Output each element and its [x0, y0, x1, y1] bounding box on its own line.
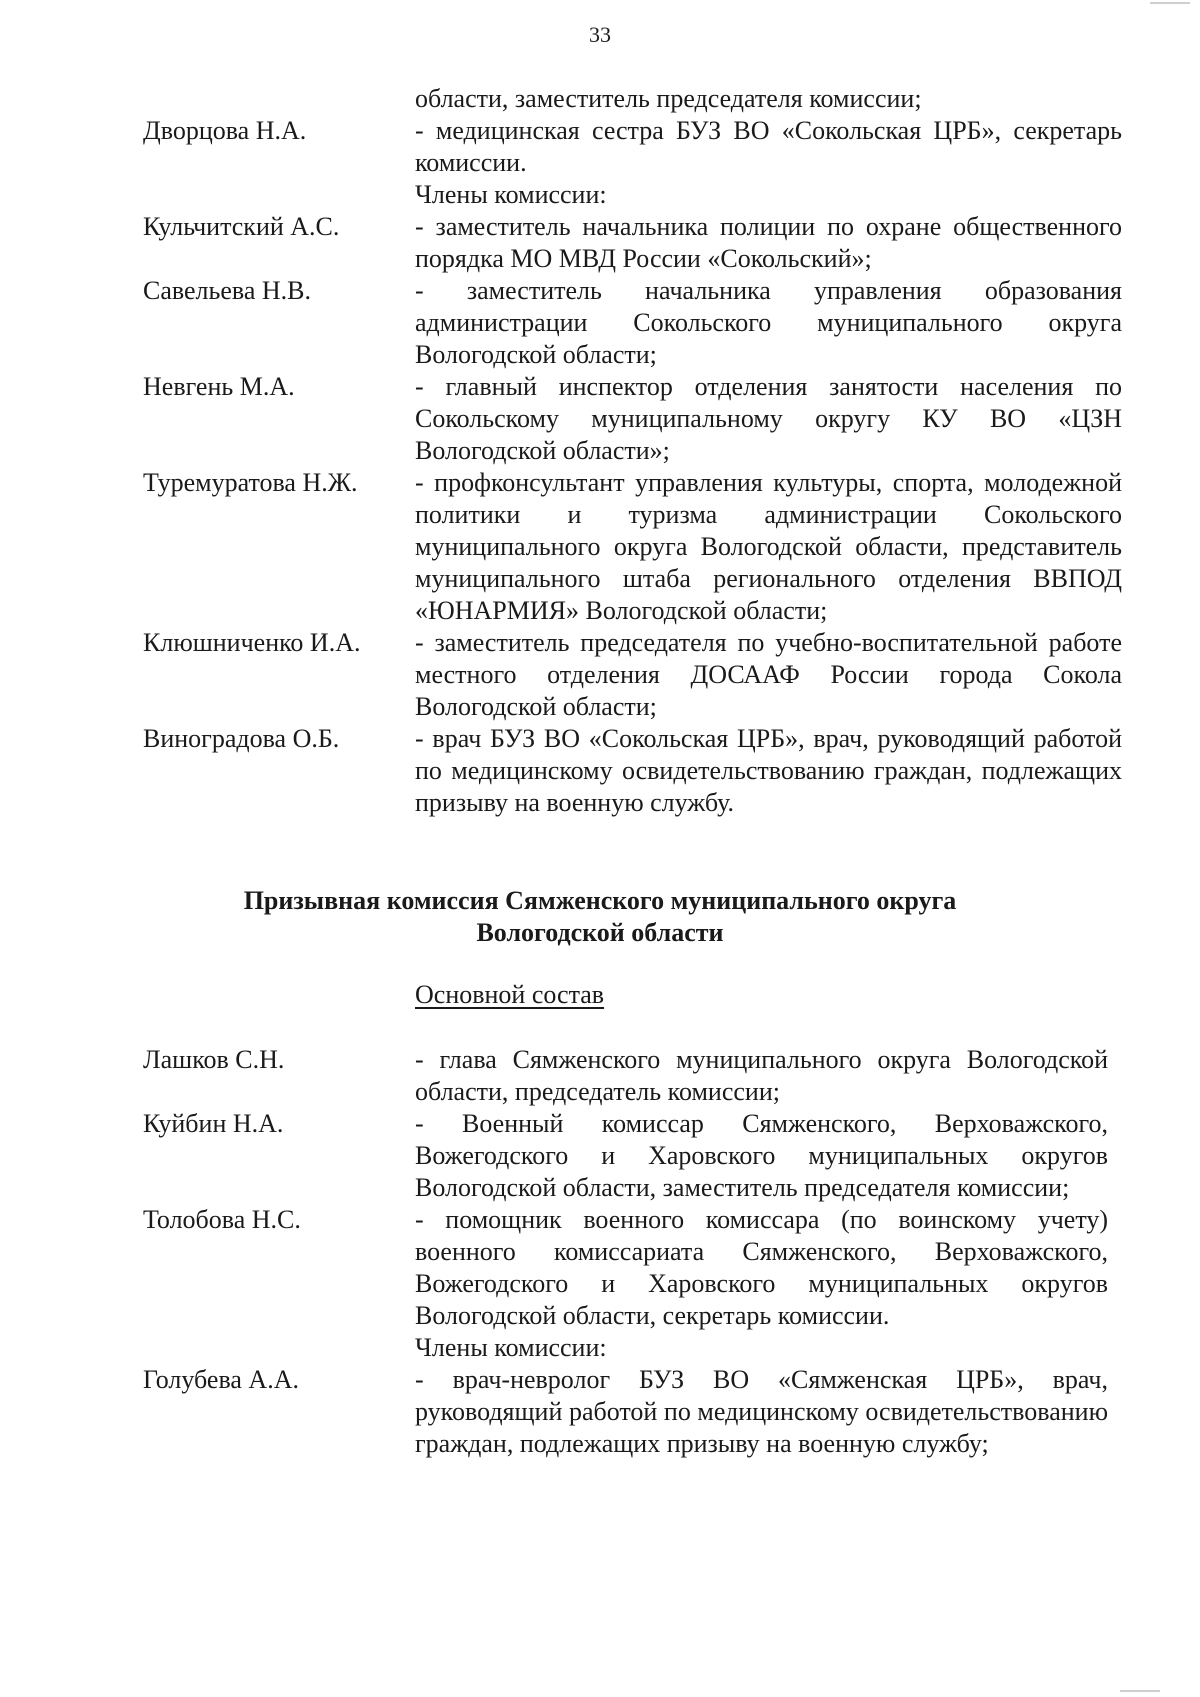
member-name: Виноградова О.Б. — [143, 724, 340, 753]
member-row — [0, 211, 1200, 275]
member-name: Куйбин Н.А. — [143, 1109, 284, 1138]
member-name: Кульчитский А.С. — [143, 212, 340, 241]
composition-subheading: Основной состав — [415, 980, 605, 1009]
members-label: Члены комиссии: — [415, 1333, 607, 1362]
member-role: - заместитель начальника полиции по охране общественного порядка МО МВД России «Сокольский»; — [415, 212, 1122, 273]
member-name: Савельева Н.В. — [143, 276, 312, 305]
member-row — [0, 723, 1200, 819]
member-role: - врач-невролог БУЗ ВО «Сямженская ЦРБ», врач, руководящий работой по медицинскому освидетельствованию граждан, подлежащих призыву на военную службу; — [415, 1365, 1108, 1458]
scan-edge-mark-top — [1150, 2, 1190, 4]
member-role: - помощник военного комиссара (по воинскому учету) военного комиссариата Сямженского, Верховажского, Вожегодского и Харовского муниципальных округов Вологодской области, секретарь комиссии. — [415, 1205, 1108, 1330]
member-name: Толобова Н.С. — [143, 1205, 301, 1234]
member-role: - Военный комиссар Сямженского, Верховажского, Вожегодского и Харовского муниципальных округов Вологодской области, заместитель председателя комиссии; — [415, 1109, 1108, 1202]
member-row — [0, 627, 1200, 723]
member-row — [0, 275, 1200, 371]
member-name: Невгень М.А. — [143, 372, 295, 401]
scan-edge-mark-bottom — [1120, 1690, 1160, 1692]
member-row — [0, 1108, 1200, 1204]
member-role: - заместитель председателя по учебно-воспитательной работе местного отделения ДОСААФ России города Сокола Вологодской области; — [415, 628, 1122, 721]
member-list-leadership — [0, 1044, 1200, 1332]
member-row — [0, 467, 1200, 627]
section-syamzhensky-commission — [0, 1044, 1200, 1460]
members-label: Члены комиссии: — [415, 180, 607, 209]
section-heading-line1: Призывная комиссия Сямженского муниципального округа — [243, 886, 957, 915]
member-list-members — [0, 1364, 1200, 1460]
continuation-text: области, заместитель председателя комиссии; — [415, 84, 922, 113]
member-row — [0, 1204, 1200, 1332]
section-heading-line2: Вологодской области — [476, 918, 724, 947]
section-sokolsky-commission — [0, 83, 1200, 819]
member-row — [0, 115, 1200, 179]
member-row — [0, 1364, 1200, 1460]
member-row — [0, 371, 1200, 467]
member-name: Клюшниченко И.А. — [143, 628, 361, 657]
member-role: - врач БУЗ ВО «Сокольская ЦРБ», врач, руководящий работой по медицинскому освидетельствованию граждан, подлежащих призыву на военную службу. — [415, 724, 1122, 817]
member-role: - главный инспектор отделения занятости населения по Сокольскому муниципальному округу КУ ВО «ЦЗН Вологодской области»; — [415, 372, 1122, 465]
section-heading — [0, 885, 1200, 949]
member-name: Голубева А.А. — [143, 1365, 299, 1394]
member-name: Дворцова Н.А. — [143, 116, 307, 145]
member-name: Туремуратова Н.Ж. — [143, 468, 358, 497]
member-row — [0, 1044, 1200, 1108]
member-name: Лашков С.Н. — [143, 1045, 285, 1074]
member-list-leadership — [0, 115, 1200, 179]
member-role: - глава Сямженского муниципального округа Вологодской области, председатель комиссии; — [415, 1045, 1108, 1106]
member-role: - профконсультант управления культуры, спорта, молодежной политики и туризма администрации Сокольского муниципального округа Вологодской области, представитель муниципального штаба регионального отделения ВВПОД «ЮНАРМИЯ» Вологодской области; — [415, 468, 1122, 625]
member-list-members — [0, 211, 1200, 819]
member-role: - медицинская сестра БУЗ ВО «Сокольская ЦРБ», секретарь комиссии. — [415, 116, 1122, 177]
page-number: 33 — [589, 22, 611, 47]
member-role: - заместитель начальника управления образования администрации Сокольского муниципального округа Вологодской области; — [415, 276, 1122, 369]
